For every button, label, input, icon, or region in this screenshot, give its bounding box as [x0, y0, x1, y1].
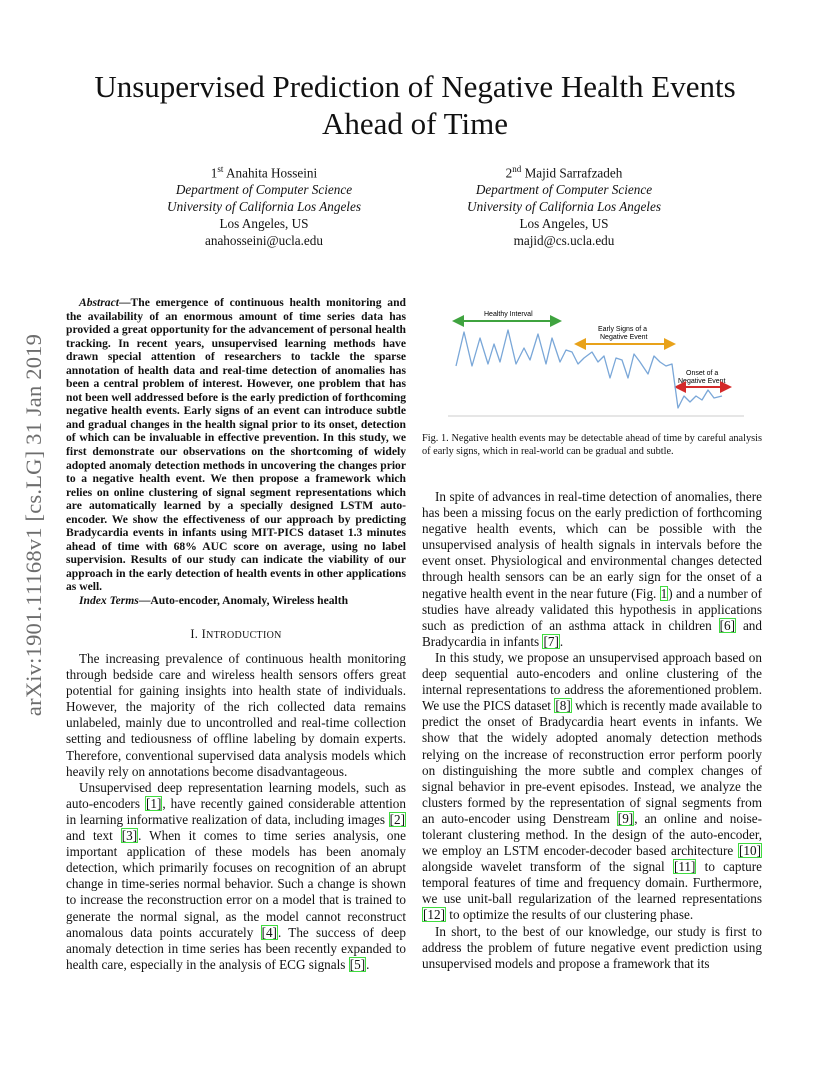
index-terms-label: Index Terms — [79, 594, 139, 608]
arxiv-identifier: arXiv:1901.11168v1 [cs.LG] 31 Jan 2019 — [21, 333, 46, 717]
paragraph: In spite of advances in real-time detection of anomalies, there has been a missing focus on the early prediction of forthcoming negative health events, which can be possible with the unsupervised analysis of health signals in intervals before the event onset. Physiological and environmental changes detected through health sensors can be an early sign for the onset of a negative health event in the near future (Fig. 1) and a number of studies have already validated this hypothesis in applications such as prediction of an asthma attack in children [6] and Bradycardia in infants [7]. — [422, 489, 762, 649]
index-terms-text: —Auto-encoder, Anomaly, Wireless health — [138, 594, 349, 608]
citation-link[interactable]: [2] — [389, 811, 405, 827]
early-signs-label-2: Negative Event — [600, 334, 648, 341]
author-univ: University of California Los Angeles — [167, 199, 361, 215]
author-block-2 — [424, 161, 704, 249]
author-univ: University of California Los Angeles — [467, 199, 661, 215]
abstract — [66, 296, 406, 608]
abstract-label: Abstract — [79, 296, 119, 309]
right-column-body — [422, 489, 762, 972]
citation-link[interactable]: [4] — [261, 924, 277, 940]
citation-link[interactable]: [7] — [543, 633, 559, 649]
citation-link[interactable]: [10] — [739, 843, 761, 859]
abstract-text: —The emergence of continuous health monitoring and the availability of an enormous amount of time series data has provided a great opportunity for the advancement of personal health tracking. In recent years, unsupervised learning methods have drawn special attention of researchers to tackle the sparse annotation of health data and real-time detection of anomalies has been a central problem of interest. However, one problem that has not been well addressed before is the early prediction of forthcoming negative health events. Early signs of an event can introduce subtle and gradual changes in the health signal prior to its onset, detection of which can be invaluable in effective prevention. In this study, we first demonstrate our observations on the shortcoming of widely adopted anomaly detection methods in uncovering the changes prior to a negative health event. We then propose a framework which relies on online clustering of signal segment representations which are automatically learned by a specially designed LSTM auto-encoder. We show the effectiveness of our approach by predicting Bradycardia events in infants using MIT-PICS dataset 1.3 minutes ahead of time with 68% AUC score on average, using no label supervision. Results of our study can indicate the viability of our approach in the early detection of health events in other applications as well. — [66, 296, 406, 594]
citation-link[interactable]: [3] — [121, 828, 138, 844]
citation-link[interactable]: [11] — [673, 859, 696, 875]
figure-link[interactable]: 1 — [660, 585, 668, 601]
left-column-body — [66, 651, 406, 973]
author-email: anahosseini@ucla.edu — [205, 233, 323, 249]
health-signal-line — [456, 330, 722, 408]
paper-title: Unsupervised Prediction of Negative Health Events Ahead of Time — [94, 69, 736, 141]
citation-link[interactable]: [1] — [145, 795, 162, 811]
paragraph: Unsupervised deep representation learning models, such as auto-encoders [1], have recently gained considerable attention in learning informative realization of data, including images [2] and text [3]. When it comes to time series analysis, one important application of these models has been anomaly detection, which primarily focuses on recognition of an abrupt change in time-series normal behavior. Such a change is shown to increase the reconstruction error on a model that is trained to generate the normal signal, as the model cannot reconstruct anomalous data points accurately [4]. The success of deep anomaly detection in time series has been recently expanded to health care, especially in the analysis of ECG signals [5]. — [66, 779, 406, 972]
section-heading: I. INTRODUCTION — [190, 627, 282, 641]
author-block-1 — [124, 161, 404, 249]
early-signs-label-1: Early Signs of a — [598, 326, 648, 333]
citation-link[interactable]: [6] — [719, 617, 736, 633]
author-name: 2nd Majid Sarrafzadeh — [505, 164, 623, 181]
paragraph: In this study, we propose an unsupervised approach based on deep sequential auto-encoders and online clustering of the internal representations to address the aforementioned problem. We use the PICS dataset [8] which is recently made available to predict the onset of Bradycardia heart events in infants. We show that the widely adopted anomaly detection methods relying on the increase of reconstruction error perform poorly on distinguishing the more subtle and complex changes of signal behavior in pre-event episodes. Instead, we analyze the clusters formed by the representation of signal segments from an auto-encoder using Denstream [9], an online and noise-tolerant clustering method. In the design of the auto-encoder, we employ an LSTM encoder-decoder based architecture [10] alongside wavelet transform of the signal [11] to capture temporal features of time and frequency domain. Furthermore, we use unit-ball regularization of the learned representations [12] to optimize the results of our clustering phase. — [422, 649, 762, 923]
citation-link[interactable]: [12] — [423, 907, 445, 923]
author-name: 1st Anahita Hosseini — [210, 164, 318, 181]
author-dept: Department of Computer Science — [175, 182, 353, 198]
paragraph: In short, to the best of our knowledge, our study is first to address the problem of future negative event prediction using unsupervised models and propose a framework that its — [422, 923, 762, 971]
onset-label-2: Negative Event — [678, 378, 726, 385]
citation-link[interactable]: [9] — [617, 810, 634, 826]
citation-link[interactable]: [5] — [349, 956, 366, 972]
figure-1-illustration — [446, 304, 746, 422]
citation-link[interactable]: [8] — [555, 698, 571, 714]
onset-label-1: Onset of a — [686, 370, 719, 377]
healthy-interval-label: Healthy Interval — [484, 311, 533, 318]
author-dept: Department of Computer Science — [475, 182, 653, 198]
figure-1-caption: Fig. 1. Negative health events may be detectable ahead of time by careful analysis of early signs, which in real-world can be gradual and subtle. — [422, 433, 762, 457]
author-city: Los Angeles, US — [219, 216, 309, 232]
author-email: majid@cs.ucla.edu — [513, 233, 615, 249]
paragraph: The increasing prevalence of continuous health monitoring through bedside care and wireless health sensors offers great potential for gaining insights into health state of individuals. However, the majority of the rich collected data remains unlabeled, mainly due to uncontrolled and real-time collection setting and tediousness of offline labeling by domain experts. Therefore, conventional supervised data analysis models which heavily rely on annotations become disadvantageous. — [66, 651, 406, 779]
author-city: Los Angeles, US — [519, 216, 609, 232]
